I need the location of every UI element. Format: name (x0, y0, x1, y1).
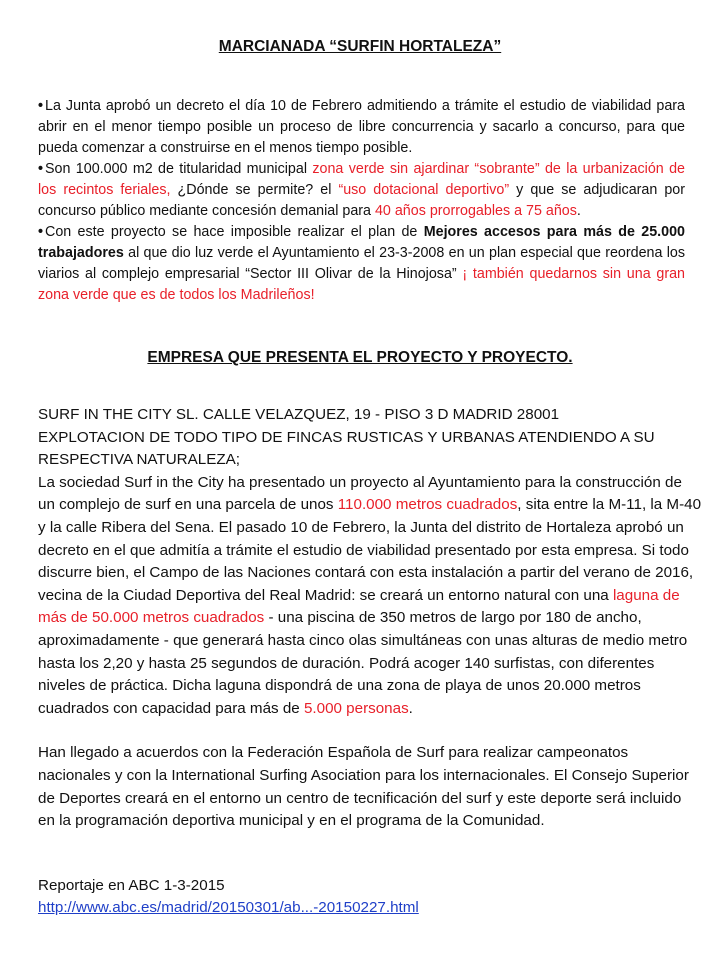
source-link[interactable]: http://www.abc.es/madrid/20150301/ab...-20150227.html (38, 899, 419, 917)
spacer (38, 833, 702, 875)
paragraph-text: - una piscina de 350 metros de largo por 180 de ancho, aproximadamente - que generará hasta cinco olas simultáneas con unas alturas de medio metro hasta los 2,20 y hasta 25 segundos de duración. Podrá acoger 140 surfistas, con diferentes niveles de práctica. Dicha laguna dispondrá de una zona de playa de unos 20.000 metros cuadrados con capacidad para más de (38, 609, 688, 717)
bullet-text: y que se adjudicaran por concurso público mediante concesión demanial para (38, 182, 686, 219)
bullet-dot-icon: • (38, 98, 44, 114)
highlight-text: 110.000 metros cuadrados (337, 496, 518, 514)
bullet-dot-icon: • (38, 161, 44, 177)
paragraph-text: La sociedad Surf in the City ha presentado un proyecto al Ayuntamiento para la construcción de un complejo de surf en una parcela de unos (38, 473, 682, 514)
bullet-text: Con este proyecto se hace imposible realizar el plan de (45, 224, 424, 240)
section-body (38, 404, 702, 920)
company-address: SURF IN THE CITY SL. CALLE VELAZQUEZ, 19 - PISO 3 D MADRID 28001 (38, 406, 560, 423)
highlight-text: zona verde sin ajardinar “sobrante” de la urbanización de los recintos feriales, (38, 161, 685, 198)
bullet-dot-icon: • (38, 224, 44, 240)
bullet-item (38, 96, 685, 159)
bullet-item (38, 159, 685, 222)
section-heading: EMPRESA QUE PRESENTA EL PROYECTO Y PROYECTO. (147, 349, 573, 366)
bullet-list (38, 96, 685, 306)
source-link-line (38, 897, 702, 920)
paragraph-text: , sita entre la M-11, la M-40 y la calle Ribera del Sena. El pasado 10 de Febrero, la Junta del distrito de Hortaleza aprobó un decreto en el que admitía a trámite el estudio de viabilidad presentado por esta empresa. Si todo discurre bien, el Campo de las Naciones contará con esta instalación a partir del verano de 2016, vecina de la Ciudad Deportiva del Real Madrid: se creará un entorno natural con una (38, 496, 702, 604)
bullet-item (38, 222, 685, 306)
bullet-text: ¿Dónde se permite? el (170, 182, 339, 198)
highlight-text: 5.000 personas (303, 699, 409, 717)
document-title: MARCIANADA “SURFIN HORTALEZA” (218, 38, 502, 55)
highlight-text: ¡ también quedarnos sin una gran zona verde que es de todos los Madrileños! (38, 266, 685, 303)
paragraph-text: . (408, 699, 413, 717)
spacer (38, 720, 702, 742)
bullet-text: al que dio luz verde el Ayuntamiento el 23-3-2008 en un plan especial que reordena los viarios al complejo empresarial “Sector III Olivar de la Hinojosa” (38, 245, 685, 282)
highlight-text: laguna de más de 50.000 metros cuadrados (38, 586, 680, 627)
company-activity: EXPLOTACION DE TODO TIPO DE FINCAS RUSTICAS Y URBANAS ATENDIENDO A SU RESPECTIVA NATURALEZA; (38, 428, 655, 469)
bold-text: Mejores accesos para más de 25.000 trabajadores (38, 224, 685, 261)
bullet-text: La Junta aprobó un decreto el día 10 de Febrero admitiendo a trámite el estudio de viabilidad para abrir en el menor tiempo posible un proceso de libre concurrencia y sacarlo a concurso, para que pueda comenzar a construirse en el menos tiempo posible. (38, 98, 685, 156)
highlight-text: 40 años prorrogables a 75 años (374, 203, 577, 219)
highlight-text: “uso dotacional deportivo” (338, 182, 510, 198)
bullet-text: Son 100.000 m2 de titularidad municipal (45, 161, 313, 177)
project-paragraph (38, 472, 702, 721)
source-label: Reportaje en ABC 1-3-2015 (38, 876, 225, 894)
bullet-text: . (576, 203, 581, 219)
agreements-paragraph: Han llegado a acuerdos con la Federación Española de Surf para realizar campeonatos nacionales y con la International Surfing Asociation para los internacionales. El Consejo Superior de Deportes creará en el entorno un centro de tecnificación del surf y este deporte será incluido en la programación deportiva municipal y en el programa de la Comunidad. (38, 744, 689, 830)
